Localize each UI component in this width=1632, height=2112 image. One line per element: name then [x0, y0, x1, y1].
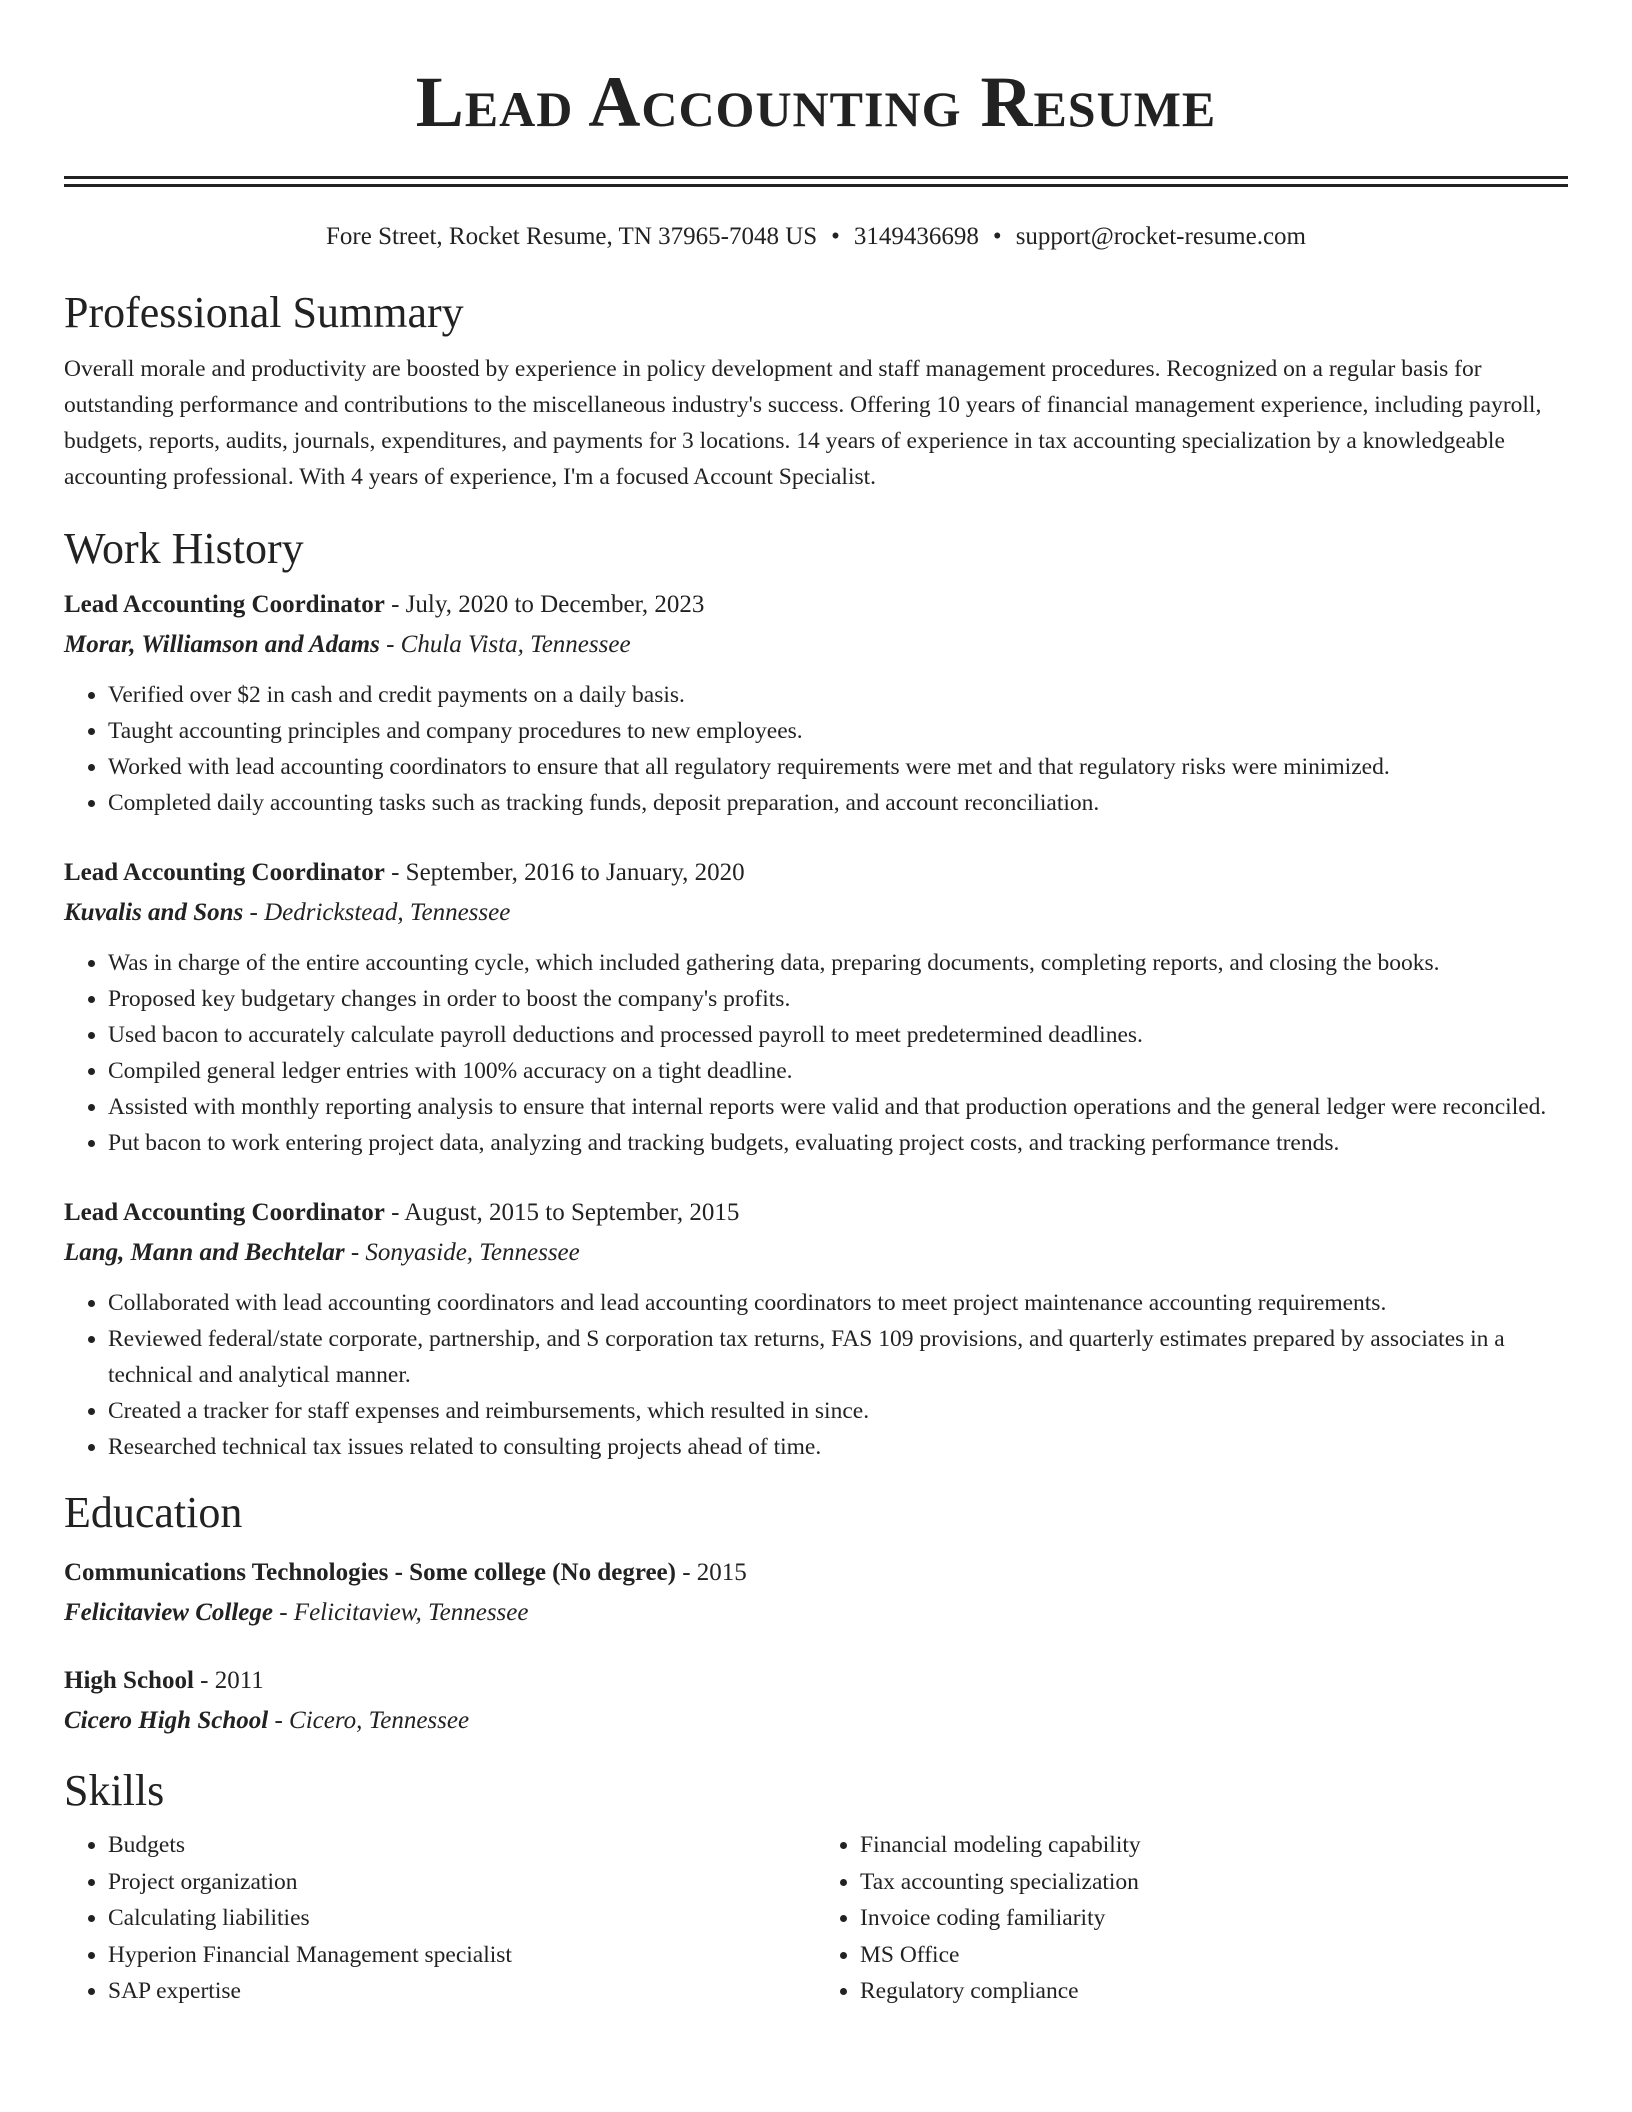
employer-name: Kuvalis and Sons [64, 899, 244, 926]
list-item: • Compiled general ledger entries with 100% accuracy on a tight deadline. [108, 1053, 1568, 1089]
contact-separator: • [992, 223, 1002, 250]
employer-location: - Sonyaside, Tennessee [344, 1239, 580, 1266]
job-dates: - September, 2016 to January, 2020 [384, 859, 745, 886]
employer-location: - Dedrickstead, Tennessee [243, 899, 511, 926]
skills-list-right [816, 1827, 1568, 2010]
list-item: • Hyperion Financial Management specialist [108, 1937, 816, 1974]
job-dates: - August, 2015 to September, 2015 [384, 1199, 740, 1226]
skills-columns [64, 1827, 1568, 2010]
list-item: • Calculating liabilities [108, 1900, 816, 1937]
education-heading: Education [64, 1488, 243, 1537]
job-entry [64, 585, 1568, 821]
contact-email: support@rocket-resume.com [1015, 223, 1306, 250]
resume-title: Lead Accounting Resume [415, 62, 1217, 142]
contact-address: Fore Street, Rocket Resume, TN 37965-7048 US [326, 223, 818, 250]
job-title: Lead Accounting Coordinator [64, 859, 385, 886]
list-item: • Worked with lead accounting coordinators to ensure that all regulatory requirements were met and that regulatory risks were minimized. [108, 749, 1568, 785]
employer-location: - Chula Vista, Tennessee [379, 631, 631, 658]
list-item: • Created a tracker for staff expenses and reimbursements, which resulted in since. [108, 1393, 1568, 1429]
skills-list-left [64, 1827, 816, 2010]
list-item: • Financial modeling capability [860, 1827, 1568, 1864]
degree-line [64, 1661, 1568, 1701]
list-item: • Budgets [108, 1827, 816, 1864]
list-item: • SAP expertise [108, 1973, 816, 2010]
job-title: Lead Accounting Coordinator [64, 591, 385, 618]
list-item: • Reviewed federal/state corporate, partnership, and S corporation tax returns, FAS 109 provisions, and quarterly estimates prepared by associates in a technical and analytical manner. [108, 1321, 1568, 1393]
employer-line [64, 893, 1568, 933]
school-name: Cicero High School [64, 1707, 269, 1734]
skills-heading: Skills [64, 1766, 165, 1815]
list-item: • MS Office [860, 1937, 1568, 1974]
employer-name: Lang, Mann and Bechtelar [64, 1239, 345, 1266]
title-double-rule [64, 176, 1568, 187]
job-title: Lead Accounting Coordinator [64, 1199, 385, 1226]
list-item: • Project organization [108, 1864, 816, 1901]
list-item: • Collaborated with lead accounting coordinators and lead accounting coordinators to meet project maintenance accounting requirements. [108, 1285, 1568, 1321]
degree-year: - 2011 [193, 1667, 264, 1694]
list-item: • Used bacon to accurately calculate payroll deductions and processed payroll to meet predetermined deadlines. [108, 1017, 1568, 1053]
job-entry [64, 853, 1568, 1161]
job-title-line [64, 853, 1568, 893]
contact-phone: 3149436698 [853, 223, 979, 250]
school-line [64, 1593, 1568, 1633]
degree-name: Communications Technologies - Some college (No degree) [64, 1559, 676, 1586]
job-title-line [64, 585, 1568, 625]
summary-text: Overall morale and productivity are boosted by experience in policy development and staff management procedures. Recognized on a regular basis for outstanding performance and contributions to the miscellaneous industry's success. Offering 10 years of financial management experience, including payroll, budgets, reports, audits, journals, expenditures, and payments for 3 locations. 14 years of experience in tax accounting specialization by a knowledgeable accounting professional. With 4 years of experience, I'm a focused Account Specialist. [64, 356, 1542, 490]
list-item: • Assisted with monthly reporting analysis to ensure that internal reports were valid and that production operations and the general ledger were reconciled. [108, 1089, 1568, 1125]
degree-line [64, 1553, 1568, 1593]
list-item: • Completed daily accounting tasks such as tracking funds, deposit preparation, and account reconciliation. [108, 785, 1568, 821]
education-entry [64, 1553, 1568, 1633]
school-location: - Felicitaview, Tennessee [272, 1599, 529, 1626]
list-item: • Verified over $2 in cash and credit payments on a daily basis. [108, 677, 1568, 713]
list-item: • Proposed key budgetary changes in order to boost the company's profits. [108, 981, 1568, 1017]
degree-year: - 2015 [675, 1559, 747, 1586]
job-bullets [64, 1285, 1568, 1465]
school-location: - Cicero, Tennessee [268, 1707, 470, 1734]
contact-separator: • [831, 223, 840, 250]
list-item: • Regulatory compliance [860, 1973, 1568, 2010]
job-dates: - July, 2020 to December, 2023 [384, 591, 705, 618]
list-item: • Tax accounting specialization [860, 1864, 1568, 1901]
job-entry [64, 1193, 1568, 1465]
job-title-line [64, 1193, 1568, 1233]
list-item: • Taught accounting principles and company procedures to new employees. [108, 713, 1568, 749]
school-name: Felicitaview College [64, 1599, 273, 1626]
contact-line [64, 221, 1568, 253]
job-bullets [64, 945, 1568, 1161]
list-item: • Invoice coding familiarity [860, 1900, 1568, 1937]
school-line [64, 1701, 1568, 1741]
work-history-heading: Work History [64, 524, 304, 573]
list-item: • Researched technical tax issues related to consulting projects ahead of time. [108, 1429, 1568, 1465]
list-item: • Put bacon to work entering project data, analyzing and tracking budgets, evaluating project costs, and tracking performance trends. [108, 1125, 1568, 1161]
summary-heading: Professional Summary [64, 288, 464, 337]
list-item: • Was in charge of the entire accounting cycle, which included gathering data, preparing documents, completing reports, and closing the books. [108, 945, 1568, 981]
employer-name: Morar, Williamson and Adams [64, 631, 380, 658]
employer-line [64, 625, 1568, 665]
employer-line [64, 1233, 1568, 1273]
education-entry [64, 1661, 1568, 1741]
degree-name: High School [64, 1667, 194, 1694]
job-bullets [64, 677, 1568, 821]
